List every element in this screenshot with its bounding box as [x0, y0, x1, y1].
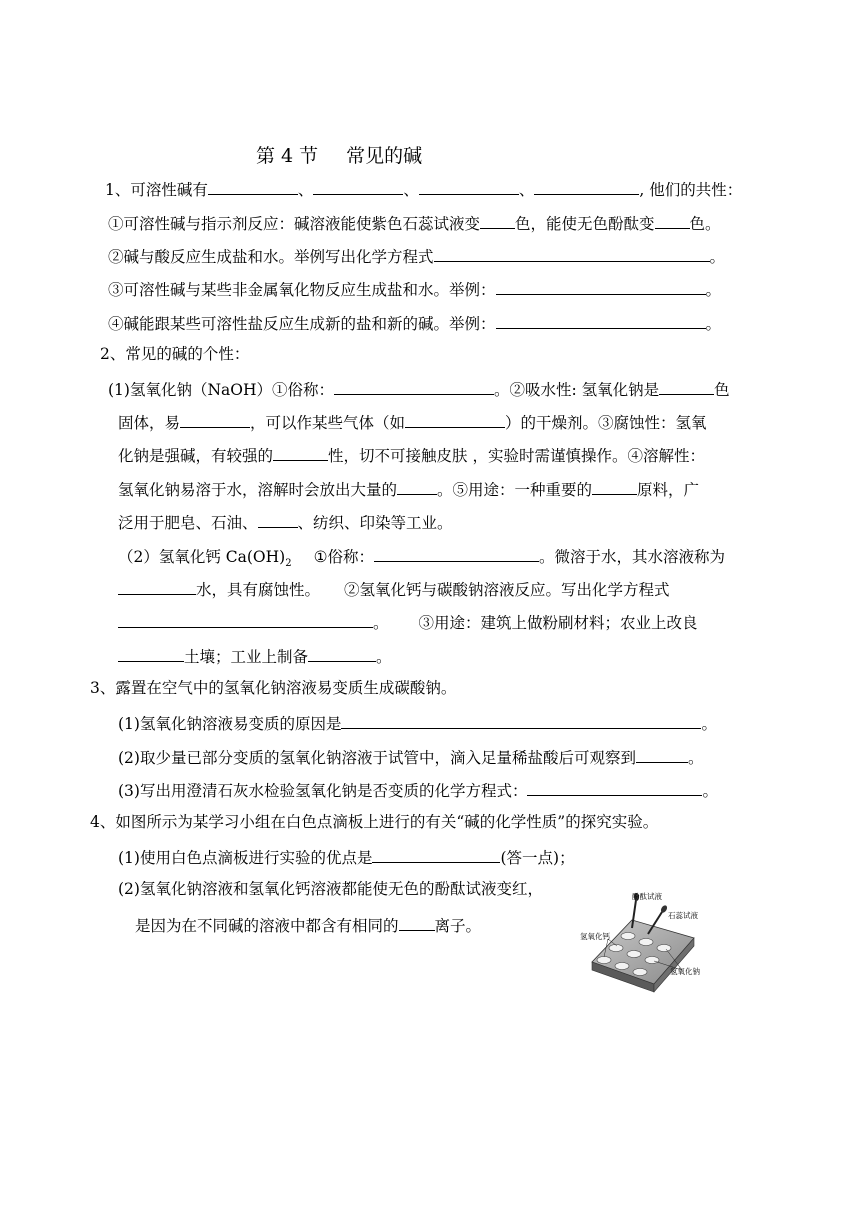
q1-oxide-line: ③可溶性碱与某些非金属氧化物反应生成盐和水。举例： 。 — [108, 277, 721, 300]
answer-blank[interactable] — [534, 177, 639, 195]
q3-line-1: (1)氢氧化钠溶液易变质的原因是 。 — [118, 711, 717, 734]
caoh2-line-2: 水，具有腐蚀性。 ②氢氧化钙与碳酸钠溶液反应。写出化学方程式 — [118, 577, 670, 600]
answer-blank[interactable] — [372, 845, 500, 863]
answer-blank[interactable] — [659, 377, 714, 395]
q3-line-2: (2)取少量已部分变质的氢氧化钠溶液于试管中，滴入足量稀盐酸后可观察到 。 — [118, 745, 703, 768]
answer-blank[interactable] — [374, 544, 539, 562]
caoh2-line-3: 。 ③用途：建筑上做粉刷材料；农业上改良 — [118, 610, 698, 633]
answer-blank[interactable] — [592, 477, 637, 495]
section-name: 常见的碱 — [346, 145, 423, 167]
caoh2-line-4: 土壤；工业上制备 。 — [118, 644, 392, 667]
answer-blank[interactable] — [405, 410, 505, 428]
q4-line-3: 是因为在不同碱的溶液中都含有相同的 离子。 — [135, 913, 481, 936]
page-title — [256, 141, 422, 168]
naoh-line-4: 氢氧化钠易溶于水，溶解时会放出大量的 。⑤用途：一种重要的 原料，广 — [118, 477, 699, 500]
label-calcium-hydroxide: 氢氧化钙 — [580, 932, 610, 941]
naoh-line-5: 泛用于肥皂、石油、 、纺织、印染等工业。 — [118, 510, 453, 533]
answer-blank[interactable] — [118, 577, 196, 595]
answer-blank[interactable] — [118, 644, 184, 662]
answer-blank[interactable] — [313, 177, 403, 195]
q3-heading: 3、露置在空气中的氢氧化钠溶液易变质生成碳酸钠。 — [90, 679, 457, 697]
answer-blank[interactable] — [496, 277, 706, 295]
spot-plate — [592, 920, 694, 992]
q1-intro-line: 1、可溶性碱有 、 、 、 , 他们的共性： — [105, 177, 742, 200]
spot-plate-figure — [570, 886, 700, 996]
answer-blank[interactable] — [419, 177, 519, 195]
answer-blank[interactable] — [341, 711, 701, 729]
answer-blank[interactable] — [118, 610, 373, 628]
naoh-line-3: 化钠是强碱，有较强的 性，切不可接触皮肤 ，实验时需谨慎操作。④溶解性： — [118, 443, 705, 466]
answer-blank[interactable] — [180, 410, 250, 428]
answer-blank[interactable] — [636, 745, 688, 763]
answer-blank[interactable] — [397, 477, 437, 495]
answer-blank[interactable] — [308, 644, 376, 662]
q4-line-1: (1)使用白色点滴板进行实验的优点是 (答一点)； — [118, 845, 575, 868]
answer-blank[interactable] — [655, 211, 690, 229]
section-number: 第 4 节 — [256, 145, 319, 167]
answer-blank[interactable] — [208, 177, 298, 195]
q4-heading: 4、如图所示为某学习小组在白色点滴板上进行的有关“碱的化学性质”的探究实验。 — [90, 813, 659, 831]
caoh2-line-1: （2）氢氧化钙 $Ca(OH)_2$ ①俗称： 。微溶于水，其水溶液称为 — [118, 544, 725, 574]
answer-blank[interactable] — [399, 913, 435, 931]
naoh-line-2: 固体，易 ，可以作某些气体（如 ）的干燥剂。③腐蚀性：氢氧 — [118, 410, 707, 433]
q2-heading: 2、常见的碱的个性： — [100, 345, 250, 363]
answer-blank[interactable] — [480, 211, 515, 229]
label-sodium-hydroxide: 氢氧化钠 — [670, 967, 700, 976]
answer-blank[interactable] — [527, 778, 702, 796]
label-phenolphthalein: 酚酞试液 — [632, 892, 662, 901]
answer-blank[interactable] — [496, 311, 706, 329]
answer-blank[interactable] — [258, 510, 298, 528]
q4-line-2: (2)氢氧化钠溶液和氢氧化钙溶液都能使无色的酚酞试液变红， — [118, 880, 543, 898]
label-litmus: 石蕊试液 — [668, 911, 698, 920]
naoh-line-1: (1)氢氧化钠（NaOH）①俗称： 。②吸水性: 氢氧化钠是 色 — [108, 377, 730, 400]
answer-blank[interactable] — [434, 244, 710, 262]
answer-blank[interactable] — [273, 443, 328, 461]
q3-line-3: (3)写出用澄清石灰水检验氢氧化钠是否变质的化学方程式： 。 — [118, 778, 718, 801]
q1-acid-line: ②碱与酸反应生成盐和水。举例写出化学方程式 。 — [108, 244, 725, 267]
q1-indicator-line: ①可溶性碱与指示剂反应：碱溶液能使紫色石蕊试液变 色，能使无色酚酞变 色。 — [108, 211, 721, 234]
answer-blank[interactable] — [334, 377, 494, 395]
q1-salt-line: ④碱能跟某些可溶性盐反应生成新的盐和新的碱。举例： 。 — [108, 311, 721, 334]
